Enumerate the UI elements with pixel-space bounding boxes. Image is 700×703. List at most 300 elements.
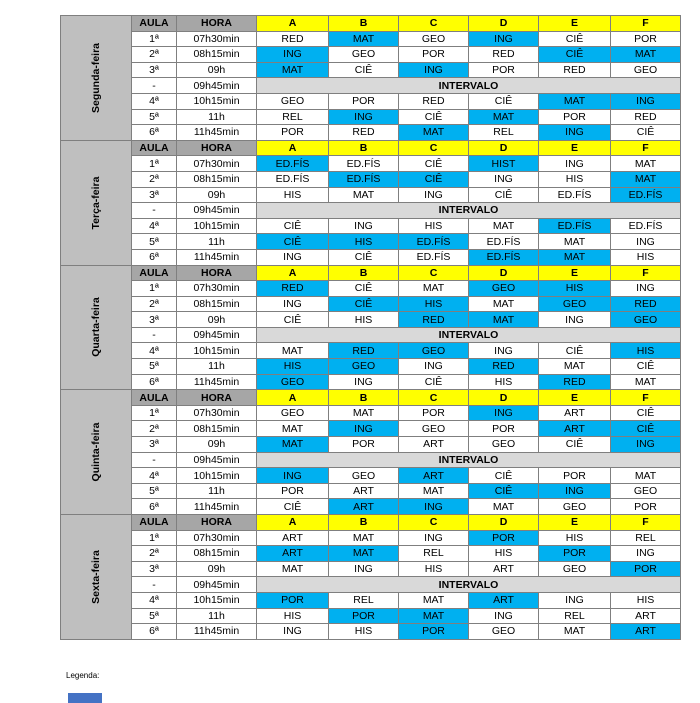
day-header-row (61, 140, 681, 156)
class-header: B (329, 265, 399, 281)
subject-cell: POR (399, 624, 469, 640)
subject-cell: HIS (257, 187, 329, 203)
subject-cell: CIÊ (539, 47, 611, 63)
class-header: F (611, 390, 681, 406)
subject-cell: MAT (539, 234, 611, 250)
subject-cell: CIÊ (329, 296, 399, 312)
class-header: A (257, 390, 329, 406)
subject-cell: GEO (469, 281, 539, 297)
aula-cell: 1ª (132, 405, 177, 421)
schedule-row (61, 171, 681, 187)
subject-cell: MAT (329, 405, 399, 421)
schedule-row (61, 561, 681, 577)
day-name: Segunda-feira (90, 42, 103, 113)
hora-header: HORA (177, 140, 257, 156)
class-header: C (399, 16, 469, 32)
subject-cell: MAT (329, 187, 399, 203)
subject-cell: RED (539, 374, 611, 390)
subject-cell: MAT (469, 296, 539, 312)
aula-cell: 6ª (132, 125, 177, 141)
class-header: D (469, 16, 539, 32)
hora-cell: 09h (177, 312, 257, 328)
subject-cell: GEO (469, 624, 539, 640)
aula-cell: - (132, 452, 177, 468)
hora-cell: 09h (177, 437, 257, 453)
aula-cell: 3ª (132, 561, 177, 577)
schedule-row (61, 405, 681, 421)
subject-cell: RED (539, 62, 611, 78)
day-name: Terça-feira (90, 176, 103, 230)
subject-cell: POR (329, 93, 399, 109)
subject-cell: POR (399, 47, 469, 63)
subject-cell: GEO (539, 561, 611, 577)
subject-cell: ART (399, 437, 469, 453)
hora-header: HORA (177, 265, 257, 281)
subject-cell: ING (257, 296, 329, 312)
subject-cell: POR (539, 109, 611, 125)
subject-cell: ING (329, 374, 399, 390)
schedule-row (61, 31, 681, 47)
hora-cell: 09h45min (177, 327, 257, 343)
schedule-row (61, 125, 681, 141)
subject-cell: ART (539, 421, 611, 437)
aula-cell: 3ª (132, 187, 177, 203)
subject-cell: POR (329, 437, 399, 453)
subject-cell: MAT (611, 47, 681, 63)
subject-cell: CIÊ (257, 312, 329, 328)
hora-cell: 08h15min (177, 296, 257, 312)
subject-cell: ING (469, 31, 539, 47)
hora-cell: 08h15min (177, 421, 257, 437)
class-header: E (539, 265, 611, 281)
subject-cell: ED.FÍS (257, 156, 329, 172)
subject-cell: HIS (399, 218, 469, 234)
subject-cell: GEO (257, 374, 329, 390)
subject-cell: HIS (399, 561, 469, 577)
subject-cell: ED.FÍS (539, 187, 611, 203)
day-label (61, 515, 132, 640)
aula-cell: 2ª (132, 47, 177, 63)
subject-cell: HIS (611, 249, 681, 265)
subject-cell: MAT (469, 218, 539, 234)
schedule-row (61, 468, 681, 484)
legend-swatch (68, 693, 102, 703)
subject-cell: HIS (329, 312, 399, 328)
subject-cell: ART (611, 624, 681, 640)
subject-cell: CIÊ (469, 93, 539, 109)
day-label (61, 140, 132, 265)
aula-cell: - (132, 327, 177, 343)
schedule-row (61, 234, 681, 250)
aula-header: AULA (132, 140, 177, 156)
schedule-row (61, 437, 681, 453)
subject-cell: POR (257, 125, 329, 141)
subject-cell: CIÊ (329, 249, 399, 265)
day-header-row (61, 16, 681, 32)
subject-cell: ING (539, 156, 611, 172)
class-header: C (399, 140, 469, 156)
subject-cell: RED (257, 31, 329, 47)
subject-cell: CIÊ (257, 218, 329, 234)
subject-cell: CIÊ (539, 343, 611, 359)
subject-cell: HIS (469, 546, 539, 562)
class-header: D (469, 265, 539, 281)
subject-cell: HIS (611, 592, 681, 608)
subject-cell: CIÊ (257, 234, 329, 250)
subject-cell: POR (539, 468, 611, 484)
aula-cell: 4ª (132, 592, 177, 608)
subject-cell: MAT (469, 109, 539, 125)
subject-cell: HIS (257, 359, 329, 375)
class-header: E (539, 515, 611, 531)
subject-cell: POR (611, 561, 681, 577)
subject-cell: GEO (257, 405, 329, 421)
hora-cell: 08h15min (177, 546, 257, 562)
class-header: F (611, 16, 681, 32)
subject-cell: CIÊ (611, 421, 681, 437)
break-cell: INTERVALO (257, 203, 681, 219)
subject-cell: POR (257, 483, 329, 499)
aula-cell: 2ª (132, 546, 177, 562)
schedule-row (61, 452, 681, 468)
subject-cell: POR (469, 530, 539, 546)
subject-cell: ING (399, 359, 469, 375)
subject-cell: RED (399, 93, 469, 109)
subject-cell: REL (469, 125, 539, 141)
aula-cell: 5ª (132, 608, 177, 624)
subject-cell: CIÊ (469, 483, 539, 499)
schedule-row (61, 281, 681, 297)
hora-cell: 09h45min (177, 577, 257, 593)
subject-cell: MAT (399, 125, 469, 141)
subject-cell: HIS (329, 624, 399, 640)
class-header: F (611, 140, 681, 156)
subject-cell: REL (611, 530, 681, 546)
aula-cell: 1ª (132, 281, 177, 297)
subject-cell: MAT (611, 171, 681, 187)
class-header: E (539, 390, 611, 406)
subject-cell: ART (329, 499, 399, 515)
aula-cell: - (132, 577, 177, 593)
subject-cell: MAT (469, 312, 539, 328)
hora-header: HORA (177, 515, 257, 531)
aula-cell: 5ª (132, 359, 177, 375)
subject-cell: ING (329, 109, 399, 125)
day-label (61, 390, 132, 515)
subject-cell: MAT (611, 374, 681, 390)
schedule-row (61, 483, 681, 499)
schedule-row (61, 577, 681, 593)
class-header: D (469, 140, 539, 156)
hora-cell: 07h30min (177, 156, 257, 172)
subject-cell: HIS (539, 171, 611, 187)
subject-cell: POR (257, 592, 329, 608)
subject-cell: HIS (257, 608, 329, 624)
hora-cell: 11h (177, 359, 257, 375)
subject-cell: GEO (539, 296, 611, 312)
subject-cell: REL (329, 592, 399, 608)
aula-cell: 5ª (132, 483, 177, 499)
subject-cell: MAT (329, 530, 399, 546)
hora-cell: 07h30min (177, 281, 257, 297)
subject-cell: RED (329, 343, 399, 359)
subject-cell: ING (399, 530, 469, 546)
hora-header: HORA (177, 390, 257, 406)
subject-cell: CIÊ (257, 499, 329, 515)
aula-cell: 2ª (132, 171, 177, 187)
subject-cell: ING (399, 62, 469, 78)
schedule-row (61, 546, 681, 562)
subject-cell: ING (611, 93, 681, 109)
hora-cell: 09h45min (177, 203, 257, 219)
class-header: B (329, 515, 399, 531)
aula-cell: 5ª (132, 109, 177, 125)
subject-cell: GEO (329, 359, 399, 375)
day-label (61, 16, 132, 141)
subject-cell: POR (611, 31, 681, 47)
subject-cell: POR (329, 608, 399, 624)
schedule-row (61, 327, 681, 343)
class-header: E (539, 140, 611, 156)
subject-cell: MAT (257, 421, 329, 437)
aula-cell: - (132, 203, 177, 219)
schedule-row (61, 359, 681, 375)
subject-cell: HIS (469, 374, 539, 390)
subject-cell: POR (399, 405, 469, 421)
hora-cell: 09h45min (177, 452, 257, 468)
subject-cell: ING (469, 405, 539, 421)
subject-cell: RED (399, 312, 469, 328)
aula-cell: 3ª (132, 62, 177, 78)
schedule-row (61, 249, 681, 265)
class-header: F (611, 265, 681, 281)
hora-cell: 10h15min (177, 468, 257, 484)
subject-cell: CIÊ (611, 405, 681, 421)
subject-cell: ING (611, 281, 681, 297)
break-cell: INTERVALO (257, 78, 681, 94)
subject-cell: MAT (257, 437, 329, 453)
aula-cell: 2ª (132, 421, 177, 437)
hora-cell: 10h15min (177, 343, 257, 359)
subject-cell: MAT (257, 561, 329, 577)
subject-cell: MAT (399, 608, 469, 624)
subject-cell: GEO (399, 31, 469, 47)
subject-cell: MAT (539, 624, 611, 640)
schedule-row (61, 296, 681, 312)
subject-cell: GEO (329, 47, 399, 63)
schedule-row (61, 218, 681, 234)
day-name: Quarta-feira (90, 297, 103, 358)
subject-cell: ING (399, 499, 469, 515)
schedule-row (61, 343, 681, 359)
legend-label: Legenda: (66, 671, 100, 680)
subject-cell: ART (257, 546, 329, 562)
day-label (61, 265, 132, 390)
day-header-row (61, 265, 681, 281)
subject-cell: ED.FÍS (469, 249, 539, 265)
subject-cell: ART (539, 405, 611, 421)
subject-cell: MAT (611, 468, 681, 484)
subject-cell: POR (539, 546, 611, 562)
schedule-row (61, 499, 681, 515)
day-header-row (61, 390, 681, 406)
aula-cell: 4ª (132, 93, 177, 109)
class-header: B (329, 16, 399, 32)
subject-cell: ED.FÍS (329, 156, 399, 172)
subject-cell: MAT (469, 499, 539, 515)
schedule-row (61, 421, 681, 437)
subject-cell: ED.FÍS (469, 234, 539, 250)
hora-cell: 11h (177, 109, 257, 125)
subject-cell: ING (539, 483, 611, 499)
hora-cell: 10h15min (177, 592, 257, 608)
subject-cell: ING (539, 125, 611, 141)
schedule-row (61, 624, 681, 640)
subject-cell: RED (469, 359, 539, 375)
hora-cell: 09h (177, 62, 257, 78)
hora-cell: 11h (177, 608, 257, 624)
aula-header: AULA (132, 390, 177, 406)
hora-cell: 11h (177, 234, 257, 250)
subject-cell: ART (399, 468, 469, 484)
schedule-row (61, 608, 681, 624)
break-cell: INTERVALO (257, 577, 681, 593)
schedule-row (61, 530, 681, 546)
aula-cell: 6ª (132, 249, 177, 265)
subject-cell: POR (469, 62, 539, 78)
aula-header: AULA (132, 16, 177, 32)
subject-cell: ING (257, 468, 329, 484)
class-header: B (329, 140, 399, 156)
aula-cell: 6ª (132, 374, 177, 390)
subject-cell: GEO (611, 483, 681, 499)
subject-cell: MAT (611, 156, 681, 172)
day-name: Sexta-feira (90, 550, 103, 604)
subject-cell: ED.FÍS (611, 218, 681, 234)
subject-cell: HIS (539, 281, 611, 297)
subject-cell: MAT (329, 546, 399, 562)
aula-cell: 3ª (132, 437, 177, 453)
aula-cell: 6ª (132, 624, 177, 640)
subject-cell: HIST (469, 156, 539, 172)
subject-cell: ING (611, 546, 681, 562)
break-cell: INTERVALO (257, 327, 681, 343)
subject-cell: ING (469, 171, 539, 187)
class-header: E (539, 16, 611, 32)
day-header-row (61, 515, 681, 531)
subject-cell: GEO (539, 499, 611, 515)
subject-cell: POR (611, 499, 681, 515)
schedule-row (61, 312, 681, 328)
hora-cell: 08h15min (177, 47, 257, 63)
subject-cell: GEO (329, 468, 399, 484)
subject-cell: CIÊ (611, 359, 681, 375)
subject-cell: MAT (539, 249, 611, 265)
aula-cell: 3ª (132, 312, 177, 328)
schedule-row (61, 62, 681, 78)
subject-cell: POR (469, 421, 539, 437)
subject-cell: MAT (399, 483, 469, 499)
subject-cell: ED.FÍS (399, 249, 469, 265)
subject-cell: CIÊ (329, 62, 399, 78)
subject-cell: ING (329, 421, 399, 437)
schedule-row (61, 78, 681, 94)
subject-cell: HIS (611, 343, 681, 359)
hora-cell: 09h45min (177, 78, 257, 94)
schedule-row (61, 47, 681, 63)
subject-cell: CIÊ (399, 109, 469, 125)
subject-cell: ED.FÍS (539, 218, 611, 234)
aula-cell: 1ª (132, 156, 177, 172)
aula-cell: 1ª (132, 530, 177, 546)
subject-cell: ING (329, 561, 399, 577)
class-header: C (399, 390, 469, 406)
break-cell: INTERVALO (257, 452, 681, 468)
subject-cell: CIÊ (469, 187, 539, 203)
subject-cell: ART (469, 561, 539, 577)
aula-cell: 4ª (132, 218, 177, 234)
schedule-row (61, 109, 681, 125)
subject-cell: ART (329, 483, 399, 499)
subject-cell: MAT (257, 62, 329, 78)
hora-cell: 07h30min (177, 31, 257, 47)
class-header: A (257, 140, 329, 156)
subject-cell: MAT (329, 31, 399, 47)
hora-cell: 11h45min (177, 125, 257, 141)
subject-cell: HIS (399, 296, 469, 312)
subject-cell: HIS (539, 530, 611, 546)
hora-cell: 11h45min (177, 499, 257, 515)
subject-cell: RED (469, 47, 539, 63)
hora-cell: 07h30min (177, 405, 257, 421)
subject-cell: GEO (399, 343, 469, 359)
subject-cell: ING (257, 624, 329, 640)
subject-cell: ING (539, 312, 611, 328)
aula-cell: - (132, 78, 177, 94)
hora-header: HORA (177, 16, 257, 32)
hora-cell: 07h30min (177, 530, 257, 546)
subject-cell: RED (611, 109, 681, 125)
subject-cell: MAT (399, 592, 469, 608)
subject-cell: GEO (399, 421, 469, 437)
subject-cell: ED.FÍS (329, 171, 399, 187)
subject-cell: MAT (257, 343, 329, 359)
aula-cell: 4ª (132, 343, 177, 359)
subject-cell: MAT (539, 359, 611, 375)
subject-cell: CIÊ (539, 31, 611, 47)
hora-cell: 09h (177, 187, 257, 203)
subject-cell: REL (257, 109, 329, 125)
subject-cell: ART (611, 608, 681, 624)
subject-cell: RED (611, 296, 681, 312)
schedule-row (61, 156, 681, 172)
hora-cell: 11h (177, 483, 257, 499)
subject-cell: CIÊ (329, 281, 399, 297)
aula-cell: 6ª (132, 499, 177, 515)
aula-header: AULA (132, 515, 177, 531)
aula-cell: 5ª (132, 234, 177, 250)
subject-cell: ED.FÍS (257, 171, 329, 187)
hora-cell: 09h (177, 561, 257, 577)
subject-cell: ING (611, 234, 681, 250)
subject-cell: CIÊ (611, 125, 681, 141)
hora-cell: 10h15min (177, 93, 257, 109)
schedule-row (61, 203, 681, 219)
subject-cell: GEO (611, 62, 681, 78)
aula-header: AULA (132, 265, 177, 281)
subject-cell: RED (257, 281, 329, 297)
class-header: D (469, 390, 539, 406)
